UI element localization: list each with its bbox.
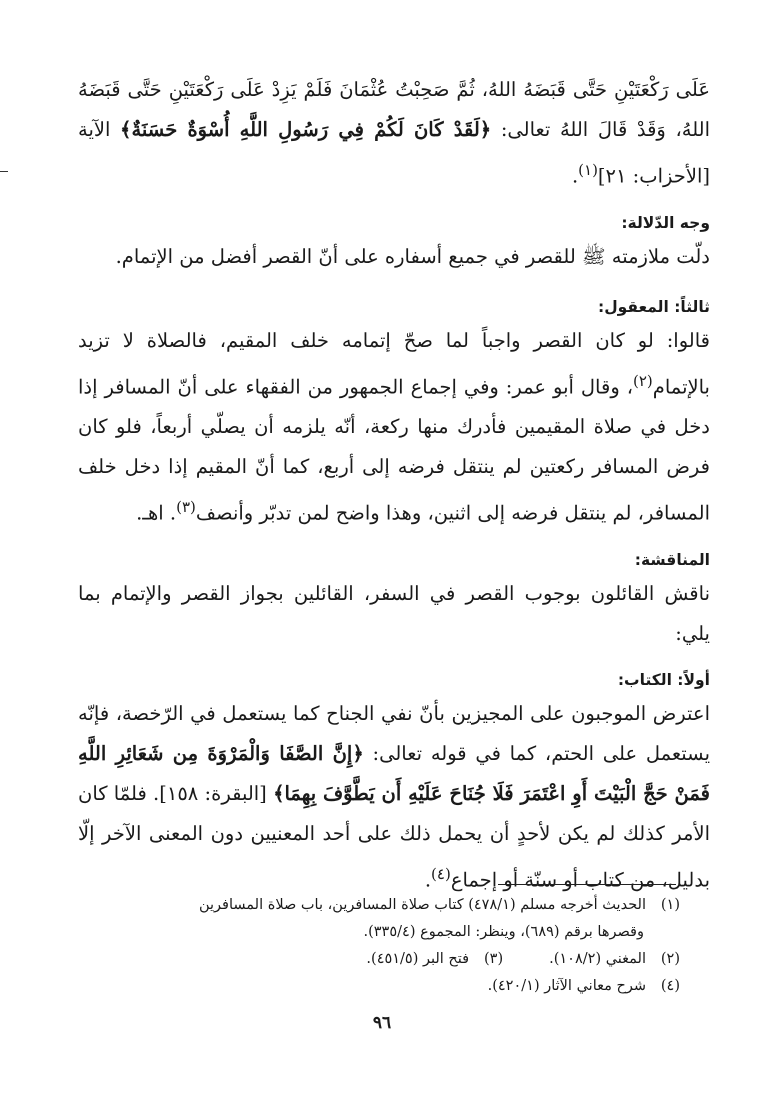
hadith-text: عَلَى رَكْعَتَيْنِ حَتَّى قَبَضَهُ اللهُ، ثُمَّ صَحِبْتُ عُثْمَانَ فَلَمْ يَزِدْ عَلَى رَكْعَتَيْنِ حَتَّى قَبَضَهُ اللهُ، وَقَدْ قَالَ اللهُ تعالى: xyxy=(78,78,711,141)
paragraph-hadith xyxy=(78,70,710,197)
paragraph-munaqasha: ناقش القائلون بوجوب القصر في السفر، القائلين بجواز القصر والإتمام بما يلي: xyxy=(78,581,710,645)
footnote-1-continuation: وقصرها برقم (٦٨٩)، وينظر: المجموع (٣٣٥/٤). xyxy=(363,924,644,940)
heading-kitab: أولاً: الكتاب: xyxy=(617,670,710,689)
footnote-ref-1[interactable]: (١) xyxy=(578,161,598,179)
quran-verse-baqara: ﴿إِنَّ الصَّفَا وَالْمَرْوَةَ مِن شَعَائِرِ اللَّهِ فَمَنْ حَجَّ الْبَيْتَ أَوِ اعْتَمَرَ فَلَا جُنَاحَ عَلَيْهِ أَن يَطَّوَّفَ بِهِمَا﴾ xyxy=(78,741,710,805)
maqul-text-c: . اهـ. xyxy=(136,501,177,525)
page-body xyxy=(78,70,710,900)
page-number: ٩٦ xyxy=(372,1013,392,1033)
footnote-3-number: (٣) xyxy=(483,951,504,967)
quran-verse-ahzab: ﴿لَقَدْ كَانَ لَكُمْ فِي رَسُولِ اللَّهِ أُسْوَةٌ حَسَنَةٌ﴾ xyxy=(120,118,492,141)
margin-mark xyxy=(0,171,8,172)
footnote-ref-3[interactable]: (٣) xyxy=(176,498,196,516)
maqul-text-b: ، وقال أبو عمر: وفي إجماع الجمهور من الفقهاء على أنّ المسافر إذا دخل في صلاة المقيمين فأدرك منها ركعة، أنّه يلزمه أن يصلّي أربعاً، فلو كان فرض المسافر ركعتين لم ينتقل فرضه إلى أربع، كما أنّ المقيم إذا دخل خلف المسافر، لم ينتقل فرضه إلى اثنين، وهذا واضح لمن تدبّر وأنصف xyxy=(78,375,710,525)
maqul-text-a: قالوا: لو كان القصر واجباً لما صحّ إتمامه خلف المقيم، فالصلاة لا تزيد بالإتمام xyxy=(78,328,710,398)
kitab-text-b: [البقرة: ١٥٨]. فلمّا كان الأمر كذلك لم يكن لأحدٍ أن يحمل ذلك على أحد المعنيين دون المعنى الآخر إلّا بدليل، من كتاب أو سنّة أو إجماع xyxy=(78,781,710,891)
footnote-2-3-row xyxy=(78,946,680,973)
heading-munaqasha: المناقشة: xyxy=(634,550,710,569)
paragraph-dalala: دلّت ملازمته ﷺ للقصر في جميع أسفاره على أنّ القصر أفضل من الإتمام. xyxy=(115,244,710,268)
footnote-4-number: (٤) xyxy=(660,978,680,994)
footnote-4-text: شرح معاني الآثار (٤٢٠/١). xyxy=(487,978,646,994)
kitab-text-a: اعترض الموجبون على المجيزين بأنّ نفي الجناح كما يستعمل في الرّخصة، فإنّه يستعمل على الحتم، كما في قوله تعالى: xyxy=(78,701,710,765)
heading-wajh-dalala: وجه الدّلالة: xyxy=(621,213,710,232)
footnote-4 xyxy=(78,973,680,1000)
footnotes xyxy=(78,892,680,1000)
verse-reference-ahzab: الآية [الأحزاب: ٢١] xyxy=(78,118,710,188)
heading-maqul: ثالثاً: المعقول: xyxy=(598,297,710,316)
footnote-3-text: فتح البر (٤٥١/٥). xyxy=(366,951,470,967)
footnote-1-number: (١) xyxy=(660,897,680,913)
paragraph-kitab xyxy=(78,694,710,901)
footnote-1-text: الحديث أخرجه مسلم (٤٧٨/١) كتاب صلاة المسافرين، باب صلاة المسافرين xyxy=(198,897,646,913)
sentence-end-2: . xyxy=(424,868,432,891)
footnote-1 xyxy=(78,892,680,919)
footnote-divider xyxy=(498,884,676,885)
sentence-end: . xyxy=(571,164,579,188)
footnote-2-number: (٢) xyxy=(660,951,680,967)
footnote-ref-2[interactable]: (٢) xyxy=(633,371,653,390)
footnote-ref-4[interactable]: (٤) xyxy=(431,864,451,883)
paragraph-maqul xyxy=(78,321,710,534)
footnote-2-text: المغني (١٠٨/٢). xyxy=(549,951,646,967)
